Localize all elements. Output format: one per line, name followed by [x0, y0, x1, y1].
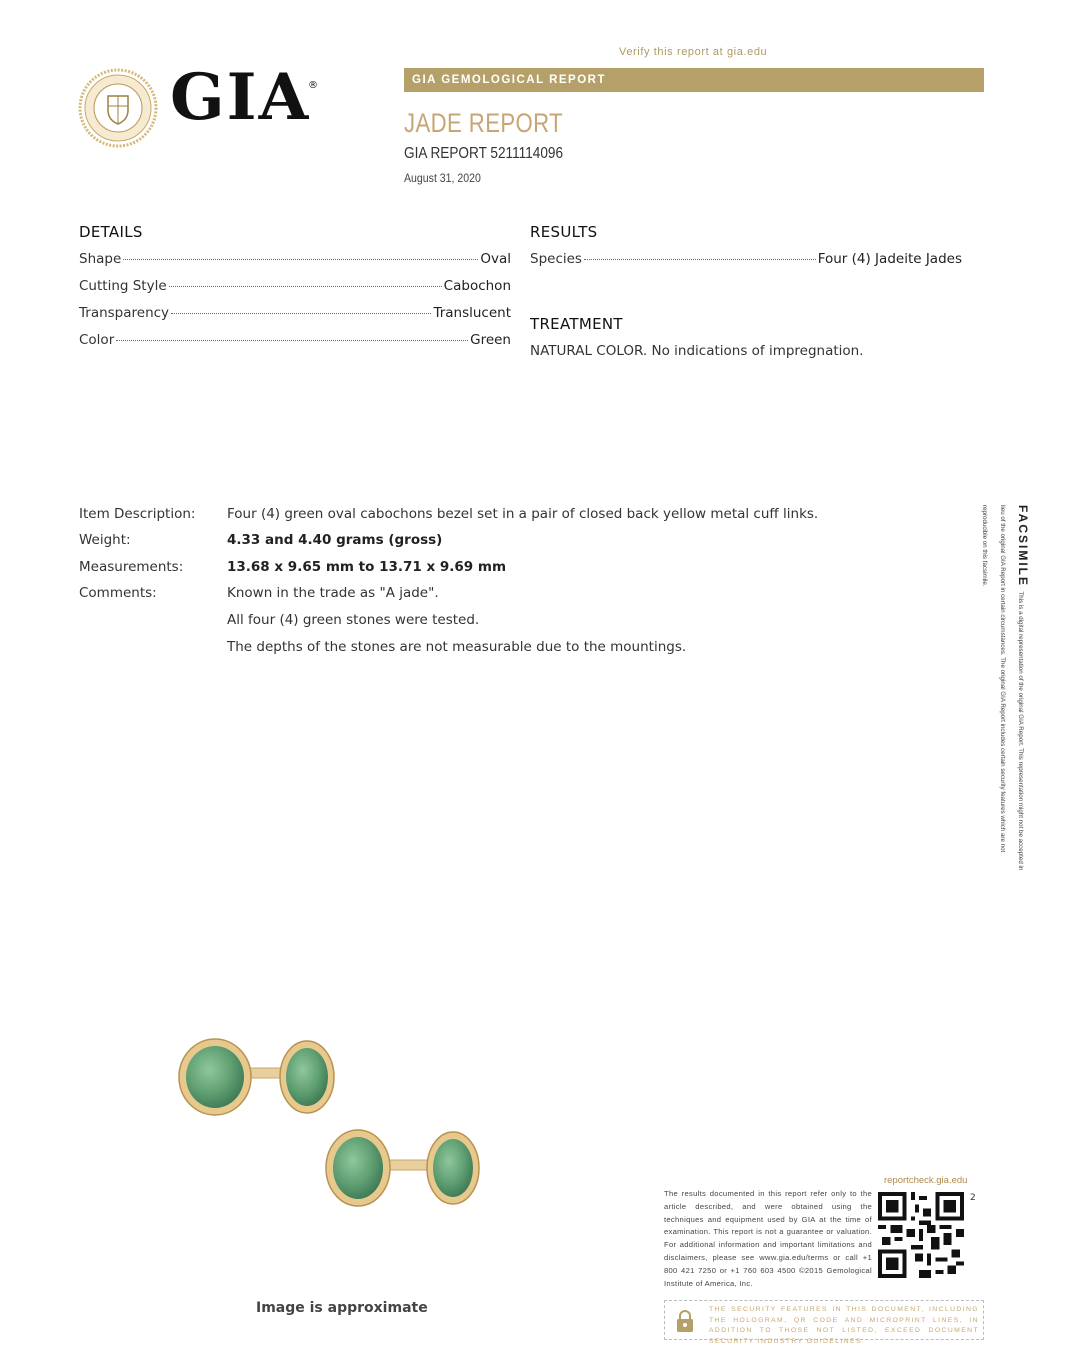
- image-caption: Image is approximate: [256, 1300, 428, 1316]
- detail-label: Color: [79, 332, 115, 348]
- report-number: GIA REPORT 5211114096: [404, 145, 564, 162]
- measurements-value: 13.68 x 9.65 mm to 13.71 x 9.69 mm: [227, 559, 507, 575]
- results-list: [530, 251, 962, 278]
- facsimile-text: This is a digital representation of the original GIA Report. This representation might not be accepted in lieu of the original GIA Report in certain circumstances. The original GIA Report includes certain security features which are not reproducible on this facsimile.: [981, 505, 1024, 871]
- comments-label: Comments:: [79, 585, 157, 601]
- comment-line: All four (4) green stones were tested.: [227, 612, 480, 628]
- result-row-species: [530, 251, 962, 278]
- result-value: Four (4) Jadeite Jades: [817, 251, 962, 267]
- detail-row-transparency: [79, 305, 511, 332]
- security-notice: [664, 1300, 984, 1345]
- treatment-heading: TREATMENT: [530, 315, 623, 333]
- cufflinks-image: [170, 1030, 490, 1215]
- detail-value: Oval: [480, 251, 511, 267]
- weight-label: Weight:: [79, 532, 131, 548]
- detail-row-cutting-style: [79, 278, 511, 305]
- verify-link[interactable]: Verify this report at gia.edu: [619, 46, 768, 58]
- result-label: Species: [530, 251, 582, 267]
- detail-label: Shape: [79, 251, 122, 267]
- comment-line: The depths of the stones are not measurable due to the mountings.: [227, 639, 687, 655]
- report-title: JADE REPORT: [404, 108, 564, 138]
- details-heading: DETAILS: [79, 223, 143, 241]
- results-heading: RESULTS: [530, 223, 598, 241]
- detail-label: Transparency: [79, 305, 170, 321]
- security-text: THE SECURITY FEATURES IN THIS DOCUMENT, INCLUDING THE HOLOGRAM, QR CODE AND MICROPRINT LINES, IN ADDITION TO THOSE NOT LISTED, EXCEED DOCUMENT SECURITY INDUSTRY GUIDELINES.: [709, 1306, 979, 1345]
- facsimile-title: FACSIMILE: [1016, 505, 1030, 588]
- lock-icon: [675, 1309, 695, 1333]
- registered-mark: ®: [308, 80, 318, 91]
- item-description-value: Four (4) green oval cabochons bezel set in a pair of closed back yellow metal cuff links.: [227, 506, 819, 522]
- detail-value: Green: [470, 332, 511, 348]
- detail-label: Cutting Style: [79, 278, 167, 294]
- detail-row-shape: [79, 251, 511, 278]
- detail-value: Cabochon: [443, 278, 511, 294]
- report-date: August 31, 2020: [404, 171, 481, 185]
- treatment-text: NATURAL COLOR. No indications of impregnation.: [530, 343, 864, 359]
- gia-logo: GIA: [170, 60, 311, 135]
- measurements-label: Measurements:: [79, 559, 184, 575]
- detail-value: Translucent: [433, 305, 511, 321]
- page-number: 2: [970, 1193, 976, 1203]
- qr-code-icon[interactable]: [878, 1192, 964, 1278]
- gia-seal-icon: [78, 68, 158, 148]
- detail-row-color: [79, 332, 511, 359]
- reportcheck-link[interactable]: reportcheck.gia.edu: [884, 1175, 968, 1186]
- item-description-label: Item Description:: [79, 506, 196, 522]
- details-list: [79, 251, 511, 359]
- comment-line: Known in the trade as "A jade".: [227, 585, 439, 601]
- report-band: GIA GEMOLOGICAL REPORT: [404, 68, 984, 92]
- facsimile-note: [981, 505, 1032, 880]
- weight-value: 4.33 and 4.40 grams (gross): [227, 532, 443, 548]
- disclaimer-text: The results documented in this report refer only to the article described, and were obtained using the techniques and equipment used by GIA at the time of examination. This report is not a guarantee or valuation. For additional information and important limitations and disclaimers, please see www.gia.edu/terms or call +1 800 421 7250 or +1 760 603 4500 ©2015 Gemological Institute of America, Inc.: [664, 1189, 872, 1288]
